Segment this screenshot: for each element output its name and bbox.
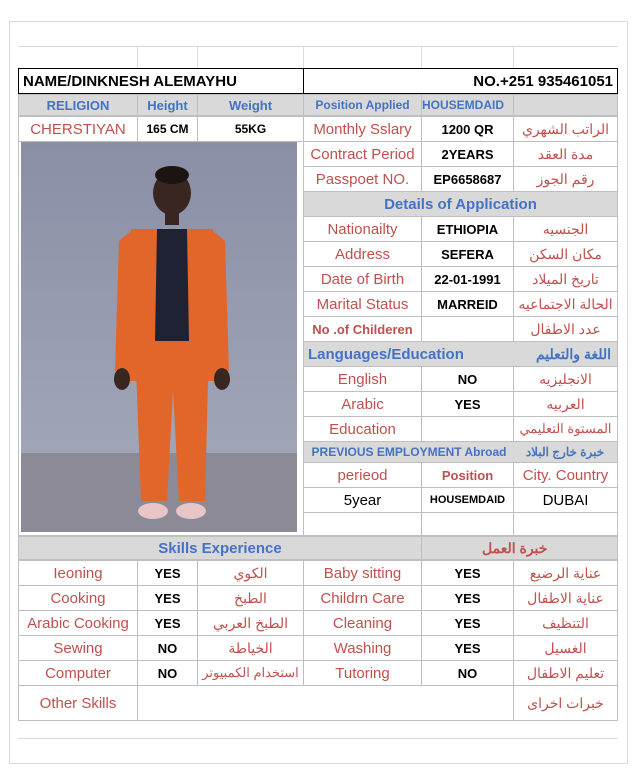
nationality-label-ar: الجنسيه — [513, 216, 618, 242]
skill-cleaning-value: YES — [421, 610, 514, 636]
grid-line — [197, 46, 198, 68]
skill-computer-value: NO — [137, 660, 198, 686]
skill-tutoring-value: NO — [421, 660, 514, 686]
height-label: Height — [137, 94, 198, 116]
weight-label: Weight — [197, 94, 304, 116]
country-label: City. Country — [513, 462, 618, 488]
contract-label-ar: مدة العقد — [513, 141, 618, 167]
english-value: NO — [421, 366, 514, 392]
children-label: No .of Childeren — [303, 316, 422, 342]
details-title: Details of Application — [303, 191, 618, 217]
skill-cooking-label: Cooking — [18, 585, 138, 611]
position-applied-label: Position Applied — [303, 94, 422, 116]
address-label: Address — [303, 241, 422, 267]
address-label-ar: مكان السكن — [513, 241, 618, 267]
applicant-photo — [21, 141, 297, 532]
grid-line — [137, 46, 138, 68]
empty-cell — [421, 512, 514, 536]
arabic-label: Arabic — [303, 391, 422, 417]
salary-label: Monthly Sslary — [303, 116, 422, 142]
arabic-value: YES — [421, 391, 514, 417]
other-skills-label-ar: خبرات اخراى — [513, 685, 618, 721]
applicant-name: NAME/DINKNESH ALEMAYHU — [18, 68, 304, 94]
skill-childcare-value: YES — [421, 585, 514, 611]
english-label: English — [303, 366, 422, 392]
skill-computer-label-ar: استخدام الكمبيوتر — [197, 660, 304, 686]
skill-babysitting-label-ar: عناية الرضيع — [513, 560, 618, 586]
skill-sewing-label-ar: الخياطة — [197, 635, 304, 661]
skills-title: Skills Experience — [18, 536, 422, 560]
children-value — [421, 316, 514, 342]
skills-title-ar: خبرة العمل — [421, 536, 618, 560]
grid-line — [18, 738, 618, 739]
salary-label-ar: الراتب الشهري — [513, 116, 618, 142]
skill-childcare-label-ar: عناية الاطفال — [513, 585, 618, 611]
height-value: 165 CM — [137, 116, 198, 142]
skill-ironing-label: Ieoning — [18, 560, 138, 586]
skill-cooking-value: YES — [137, 585, 198, 611]
languages-title: Languages/Education — [303, 341, 514, 367]
contract-label: Contract Period — [303, 141, 422, 167]
country-value: DUBAI — [513, 487, 618, 513]
position-label: Position — [421, 462, 514, 488]
religion-label: RELIGION — [18, 94, 138, 116]
skill-childcare-label: Childrn Care — [303, 585, 422, 611]
passport-label: Passpoet NO. — [303, 166, 422, 192]
address-value: SEFERA — [421, 241, 514, 267]
education-label: Education — [303, 416, 422, 442]
weight-value: 55KG — [197, 116, 304, 142]
english-label-ar: الانجليزيه — [513, 366, 618, 392]
skill-sewing-value: NO — [137, 635, 198, 661]
header-filler — [513, 94, 618, 116]
skill-cleaning-label: Cleaning — [303, 610, 422, 636]
skill-babysitting-label: Baby sitting — [303, 560, 422, 586]
applicant-photo-illustration — [21, 141, 297, 532]
skill-babysitting-value: YES — [421, 560, 514, 586]
other-skills-value — [137, 685, 514, 721]
period-label: perieod — [303, 462, 422, 488]
other-skills-label: Other Skills — [18, 685, 138, 721]
education-label-ar: المستوة التعليمي — [513, 416, 618, 442]
skill-arabic-cooking-label-ar: الطبخ العربي — [197, 610, 304, 636]
marital-label-ar: الحالة الاجتماعيه — [513, 291, 618, 317]
skill-washing-value: YES — [421, 635, 514, 661]
arabic-label-ar: العربيه — [513, 391, 618, 417]
skill-arabic-cooking-value: YES — [137, 610, 198, 636]
period-value: 5year — [303, 487, 422, 513]
grid-line — [303, 46, 304, 68]
empty-cell — [303, 512, 422, 536]
skill-cleaning-label-ar: التنظيف — [513, 610, 618, 636]
dob-value: 22-01-1991 — [421, 266, 514, 292]
marital-value: MARREID — [421, 291, 514, 317]
employment-title: PREVIOUS EMPLOYMENT Abroad — [303, 441, 514, 463]
grid-line — [513, 46, 514, 68]
skill-ironing-label-ar: الكوي — [197, 560, 304, 586]
skill-washing-label-ar: الغسيل — [513, 635, 618, 661]
passport-label-ar: رقم الجوز — [513, 166, 618, 192]
skill-tutoring-label: Tutoring — [303, 660, 422, 686]
skill-tutoring-label-ar: تعليم الاطفال — [513, 660, 618, 686]
grid-line — [421, 46, 422, 68]
passport-value: EP6658687 — [421, 166, 514, 192]
employment-position-value: HOUSEMDAID — [421, 487, 514, 513]
contract-value: 2YEARS — [421, 141, 514, 167]
skill-sewing-label: Sewing — [18, 635, 138, 661]
salary-value: 1200 QR — [421, 116, 514, 142]
skill-arabic-cooking-label: Arabic Cooking — [18, 610, 138, 636]
religion-value: CHERSTIYAN — [18, 116, 138, 142]
dob-label-ar: تاريخ الميلاد — [513, 266, 618, 292]
skill-computer-label: Computer — [18, 660, 138, 686]
employment-title-ar: خبرة خارج البلاد — [513, 441, 618, 463]
languages-title-ar: اللغة والتعليم — [513, 341, 618, 367]
skill-washing-label: Washing — [303, 635, 422, 661]
skill-cooking-label-ar: الطبخ — [197, 585, 304, 611]
dob-label: Date of Birth — [303, 266, 422, 292]
marital-label: Marital Status — [303, 291, 422, 317]
nationality-label: Nationailty — [303, 216, 422, 242]
children-label-ar: عدد الاطفال — [513, 316, 618, 342]
grid-line — [18, 46, 618, 47]
position-applied-value: HOUSEMDAID — [421, 94, 514, 116]
phone-number: NO.+251 935461051 — [303, 68, 618, 94]
empty-cell — [513, 512, 618, 536]
nationality-value: ETHIOPIA — [421, 216, 514, 242]
skill-ironing-value: YES — [137, 560, 198, 586]
education-value — [421, 416, 514, 442]
